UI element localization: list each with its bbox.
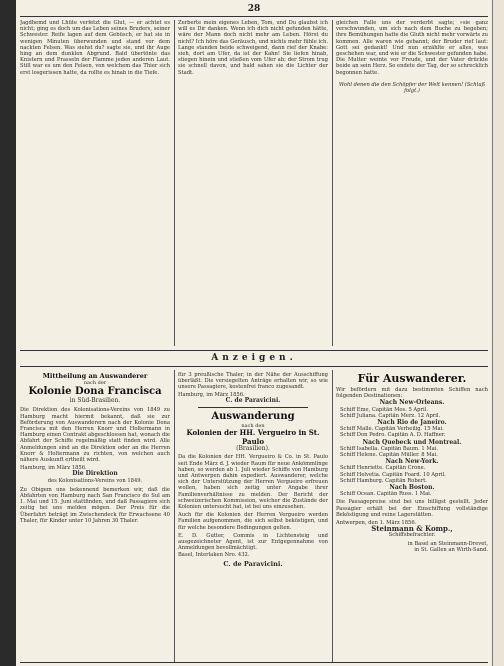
story-closing: Wohl denen die den Schöpfer der Welt kennen! (Schluß folgt.) xyxy=(338,81,486,95)
story-column-2 xyxy=(178,20,328,346)
ad1-title: Kolonie Dona Francisca xyxy=(28,386,162,398)
destination-heading: Nach New-Orleans. xyxy=(379,399,445,407)
footer-rule xyxy=(20,662,488,663)
ad1-body: Die Direktion des Kolonisations-Vereins von 1849 zu Hamburg macht hiermit bekannt, daß sie zur Beförderung von Auswanderern nach der Kolonie Dona Francisca mit den Herren Knorr und Holtermann in Hamburg einen Contrakt abgeschlossen hat, wonach die Abfahrt der Schiffe regelmäßig statt finden wird. Alle Anmeldungen sind an die Direktion oder an die Herren Knorr & Holtermann zu richten, von welchen auch nähere Auskunft ertheilt wird. xyxy=(20,407,170,464)
ad-vergueiro xyxy=(178,372,328,662)
ad1-signature: Die Direktion xyxy=(72,470,118,478)
story-column-1 xyxy=(20,20,170,346)
destination-heading: Nach Quebeck und Montreal. xyxy=(362,438,462,446)
ad3-agent-2: in St. Gallen an Wirth-Sand. xyxy=(414,546,488,553)
sailing-entry: Schiff Helvetia. Capitän Foard. 10 April. xyxy=(340,471,446,478)
ad2-body2: Auch für die Kolonien der Herren Vergueiro werden Familien aufgenommen, die sich selbst beköstigen, und für welche besondere Bedingungen gelten. xyxy=(178,512,328,531)
ad-auswanderer xyxy=(336,372,488,662)
ad2-title: Kolonien der HH. Vergueiro in St. Paulo xyxy=(186,428,320,446)
ad2-separator xyxy=(198,407,308,408)
ad3-place: Antwerpen, den 1. März 1856. xyxy=(336,520,417,527)
ad1-body2: Zu Obigem uns bekennend bemerken wir, daß die Abfahrten von Hamburg nach San Francisco do Sul am 1. Mai und 15. Juni stattfinden, und daß Passagiere sich zeitig bei uns melden mögen. Der Preis für die Überfahrt beträgt im Zwischendeck für Erwachsene 40 Thaler, für Kinder unter 10 Jahren 30 Thaler. xyxy=(20,486,170,524)
ad1-region: in Süd-Brasilien. xyxy=(69,397,121,405)
ad1-signature-sub: des Kolonisations-Vereins von 1849. xyxy=(47,477,143,484)
ad2-heading: Auswanderung xyxy=(211,411,295,423)
ad2-signature-top: C. de Paravicini. xyxy=(225,396,281,404)
sailing-entry: Schiff Malle. Capitän Verheilig. 15 Mai. xyxy=(340,426,444,433)
ad3-intro: Wir befördern mit dazu bestimmten Schiffen nach folgenden Destinationen: xyxy=(336,387,488,400)
ad2-signature: C. de Paravicini. xyxy=(223,559,283,568)
sailing-entry: Schiff Hamburg. Capitän Robert. xyxy=(340,477,427,484)
page-number: 28 xyxy=(247,4,261,14)
story-text-1: Jagdhemd und Lhüte verfetzt die Glut, — er achtet es nicht; ging es doch um das Leben seines Bruders, seiner Schwester. Reife lagen auf dem Gebüsch, er hat sie in wenigen Minuten überwunden und stand vor dem nackten Felsen. Was siehst du? sagte sie, und ihr Auge hing an dem dunklen Abgrund. Bald übertönte das Knistern und Prasseln der Flamme jeden anderen Laut. Still war es um den Felsen, von welchem das Thier sich erst losgerissen hatte, da rollte es hinab in die Tiefe. xyxy=(20,20,170,76)
ad1-heading: Mittheilung an Auswanderer xyxy=(42,372,148,380)
ad3-title: Für Auswanderer. xyxy=(357,372,467,385)
ad2-date: Hamburg, im März 1856. xyxy=(178,391,245,398)
ad2-top-text: für 3 preußische Thaler, in der Nähe der Ausschiffung überläßt. Die versiegelten Anträge erhalten wir, so wie unsere Passagiere, kostenfrei franco zugesandt. xyxy=(178,372,328,391)
sailing-entry: Schiff Ocean. Capitän Russ. 1 Mai. xyxy=(340,491,432,498)
ad2-body: Da die Kolonien der HH. Vergueiro & Co. in St. Paulo seit Ende März d. J. wieder Raum für neue Ankömmlinge haben, so werden ab 1. Juli wieder Schiffe von Hamburg und Antwerpen dahin expediert. Auswanderer, welche sich der Unterstützung der Herren Vergueiro erfreuen wollen, haben sich zeitig unter Angabe ihrer Familienverhältnisse zu melden. Der Bericht der schweizerischen Kommission, welcher die Zustände der Kolonien untersucht hat, ist bei uns einzusehen. xyxy=(178,454,328,511)
story-text-2: Zerberte mein eigenes Leben, Tom, und Du glaubst ich will es Dir danken. Wenn ich dich nicht gefunden hätte, wäre der Mann doch nicht mehr am Leben. Hörst du nicht? Ich höre das Geräusch, und nichts mehr fühle ich. Lange standen beide schweigend, dann rief der Knabe: sieh, dort am Ufer, da ist der Kahn! Sie liefen hinab, stiegen hinein und stießen vom Ufer ab; der Strom trug sie schnell davon, und bald sahen sie die Lichter der Stadt. xyxy=(178,20,328,76)
sailing-entry: Schiff Juliana. Capitän Merz. 12 April. xyxy=(340,412,441,419)
sailing-entry: Schiff Don Pedro. Capitän A. D. Haffner. xyxy=(340,432,446,439)
ad1-date: Hamburg, im März 1856. xyxy=(20,465,87,472)
sailing-entry: Schiff Eme, Capitän Mos. 5 April. xyxy=(340,406,428,413)
ad3-note: Die Passagepreise sind bei uns billigst gestellt. Jeder Passagier erhält bei der Einschiffung vollständige Beköstigung und reine Lagerstätten. xyxy=(336,499,488,518)
ad2-sub: nach den xyxy=(241,423,265,430)
header-rule xyxy=(20,16,488,17)
binding-gutter xyxy=(0,0,16,666)
adjacent-page-edge xyxy=(492,0,504,666)
sailing-entry: Schiff Henriette. Capitän Crone. xyxy=(340,465,426,472)
ads-heading: Anzeigen. xyxy=(211,353,297,363)
destination-heading: Nach Rio de Janeiro. xyxy=(377,419,447,427)
ad-dona-francisca xyxy=(20,372,170,662)
ad-divider-2 xyxy=(332,370,333,662)
column-divider-2 xyxy=(332,20,333,346)
story-column-3 xyxy=(336,20,488,346)
story-text-3: gleichen Falle uns der verderbt sagte; »sie ganz verschwunden, um sich nach dem Buche zu begeben; ihre Bemühungen hatte die Gluth nicht mehr vorwärts zu kommen. Alle waren wie gebannt; der Bruder rief laut: Gott sei gedankt! Und nun erzählte er alles, was geschehen war, und wie er die Schwester gefunden habe. Die Mutter weinte vor Freude, und der Vater drückte beide an sein Herz. So endete der Tag, der so schrecklich begonnen hatte. xyxy=(336,20,488,76)
ad2-contact: E. D. Gutter, Commis in Lichtensteig und ausgezeichneter Agent, ist zur Entgegennahme von Anmeldungen bevollmächtigt. xyxy=(178,532,328,552)
destination-heading: Nach Boston. xyxy=(389,484,435,492)
ad3-signature: Steinmann & Komp., xyxy=(371,524,453,534)
ad1-sub: nach der xyxy=(83,380,107,386)
destination-heading: Nach New-York. xyxy=(385,458,439,466)
band-rule-top xyxy=(20,350,488,351)
newspaper-page xyxy=(16,0,492,666)
ad3-sailing-list xyxy=(336,400,488,497)
ad2-place: Basel, Interlaken Nro. 432. xyxy=(178,552,250,559)
band-rule-bottom xyxy=(20,366,488,367)
sailing-entry: Schiff Isabella. Capitän Baum. 1 Mai. xyxy=(340,445,439,452)
sailing-entry: Schiff Helene. Capitän Müller. 8 Mai. xyxy=(340,452,438,459)
ad2-region: (Brasilien). xyxy=(236,445,270,453)
ad3-agent-1: in Basel an Steinmann-Drevet, xyxy=(407,540,488,547)
ad3-signature-sub: Schiffsbefrachter. xyxy=(388,532,436,539)
ad-divider-1 xyxy=(174,370,175,662)
column-divider-1 xyxy=(174,20,175,346)
